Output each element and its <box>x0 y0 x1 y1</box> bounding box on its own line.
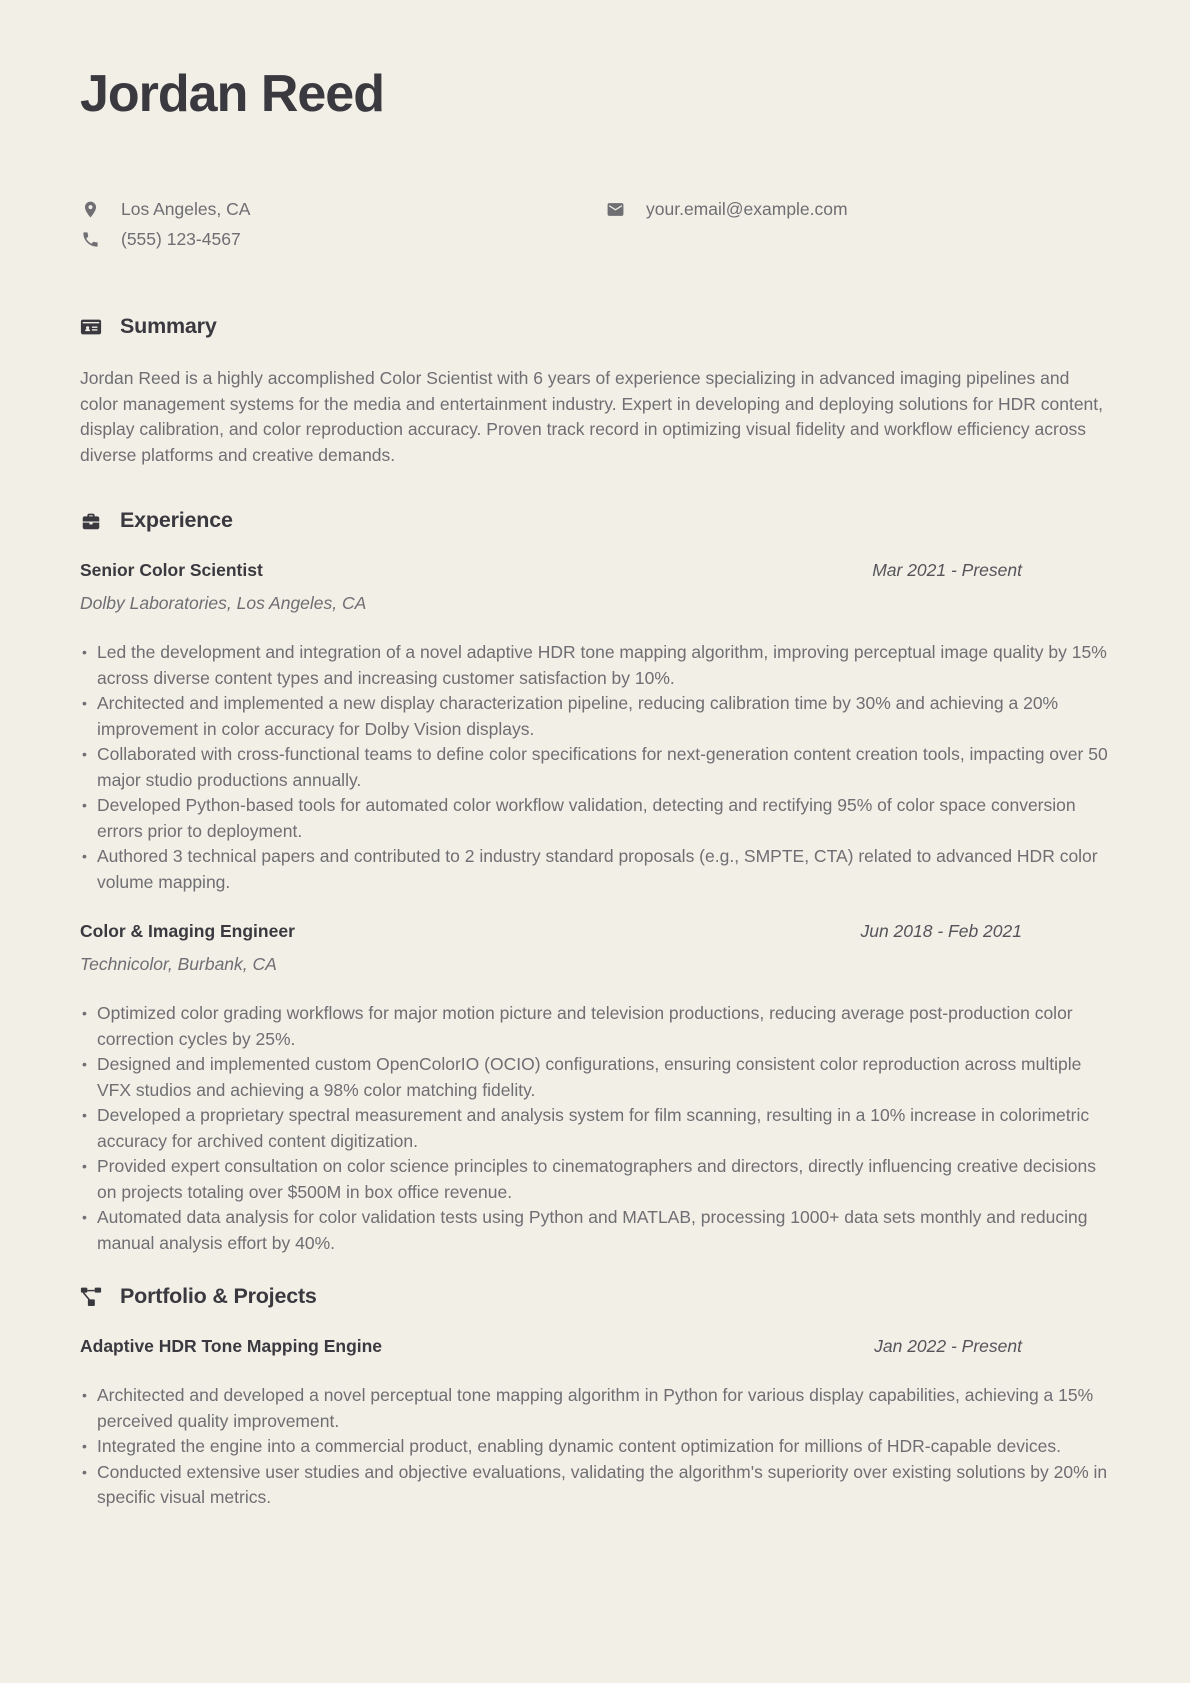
bullet-item: • Architected and developed a novel perceptual tone mapping algorithm in Python for various display capabilities, achieving a 15% perceived quality improvement. <box>80 1383 1110 1434</box>
job-entry <box>80 560 1110 895</box>
contact-phone-text: (555) 123-4567 <box>121 229 241 250</box>
job-bullet-list <box>80 1001 1110 1256</box>
bullet-item: • Collaborated with cross-functional teams to define color specifications for next-generation content creation tools, impacting over 50 major studio productions annually. <box>80 742 1110 793</box>
summary-heading-row <box>80 314 1110 339</box>
bullet-item: • Architected and implemented a new display characterization pipeline, reducing calibration time by 30% and achieving a 20% improvement in color accuracy for Dolby Vision displays. <box>80 691 1110 742</box>
bullet-item: • Authored 3 technical papers and contributed to 2 industry standard proposals (e.g., SMPTE, CTA) related to advanced HDR color volume mapping. <box>80 844 1110 895</box>
project-entry <box>80 1336 1110 1511</box>
contact-phone <box>80 229 585 250</box>
briefcase-icon <box>80 510 102 532</box>
contact-location <box>80 199 585 220</box>
experience-heading-row <box>80 508 1110 533</box>
envelope-icon <box>605 200 625 220</box>
contact-email-text: your.email@example.com <box>646 199 848 220</box>
job-dates: Mar 2021 - Present <box>872 560 1022 581</box>
job-title: Color & Imaging Engineer <box>80 921 295 942</box>
project-dates: Jan 2022 - Present <box>874 1336 1022 1357</box>
bullet-item: • Optimized color grading workflows for major motion picture and television productions, reducing average post-production color correction cycles by 25%. <box>80 1001 1110 1052</box>
contact-location-text: Los Angeles, CA <box>121 199 251 220</box>
experience-heading: Experience <box>120 508 233 533</box>
summary-heading: Summary <box>120 314 217 339</box>
job-dates: Jun 2018 - Feb 2021 <box>860 921 1022 942</box>
bullet-item: • Conducted extensive user studies and objective evaluations, validating the algorithm's superiority over existing solutions by 20% in specific visual metrics. <box>80 1460 1110 1511</box>
summary-section <box>80 314 1110 468</box>
contact-left-column <box>80 199 585 250</box>
project-bullet-list <box>80 1383 1110 1511</box>
project-title: Adaptive HDR Tone Mapping Engine <box>80 1336 383 1357</box>
portfolio-heading-row <box>80 1284 1110 1309</box>
portfolio-section <box>80 1284 1110 1511</box>
id-card-icon <box>80 316 102 338</box>
bullet-item: • Led the development and integration of a novel adaptive HDR tone mapping algorithm, improving perceptual image quality by 15% across diverse content types and increasing customer satisfaction by 10%. <box>80 640 1110 691</box>
job-header <box>80 560 1110 581</box>
location-pin-icon <box>80 200 100 220</box>
job-title: Senior Color Scientist <box>80 560 263 581</box>
portfolio-heading: Portfolio & Projects <box>120 1284 317 1309</box>
job-company: Dolby Laboratories, Los Angeles, CA <box>80 593 367 614</box>
page-title: Jordan Reed <box>80 65 384 123</box>
contact-right-column <box>605 199 1110 250</box>
job-entry <box>80 921 1110 1256</box>
job-company: Technicolor, Burbank, CA <box>80 954 277 975</box>
phone-icon <box>80 230 100 250</box>
bullet-item: • Developed a proprietary spectral measurement and analysis system for film scanning, resulting in a 10% increase in colorimetric accuracy for archived content digitization. <box>80 1103 1110 1154</box>
bullet-item: • Integrated the engine into a commercial product, enabling dynamic content optimization for millions of HDR-capable devices. <box>80 1434 1110 1460</box>
experience-section <box>80 508 1110 1256</box>
job-bullet-list <box>80 640 1110 895</box>
contact-info <box>80 199 1110 250</box>
bullet-item: • Automated data analysis for color validation tests using Python and MATLAB, processing 1000+ data sets monthly and reducing manual analysis effort by 40%. <box>80 1205 1110 1256</box>
project-diagram-icon <box>80 1286 102 1308</box>
bullet-item: • Provided expert consultation on color science principles to cinematographers and directors, directly influencing creative decisions on projects totaling over $500M in box office revenue. <box>80 1154 1110 1205</box>
contact-email <box>605 199 1110 220</box>
project-header <box>80 1336 1110 1357</box>
bullet-item: • Designed and implemented custom OpenColorIO (OCIO) configurations, ensuring consistent color reproduction across multiple VFX studios and achieving a 98% color matching fidelity. <box>80 1052 1110 1103</box>
summary-text: Jordan Reed is a highly accomplished Color Scientist with 6 years of experience specializing in advanced imaging pipelines and color management systems for the media and entertainment industry. Expert in developing and deploying solutions for HDR content, display calibration, and color reproduction accuracy. Proven track record in optimizing visual fidelity and workflow efficiency across diverse platforms and creative demands. <box>80 368 1104 465</box>
job-header <box>80 921 1110 942</box>
bullet-item: • Developed Python-based tools for automated color workflow validation, detecting and rectifying 95% of color space conversion errors prior to deployment. <box>80 793 1110 844</box>
